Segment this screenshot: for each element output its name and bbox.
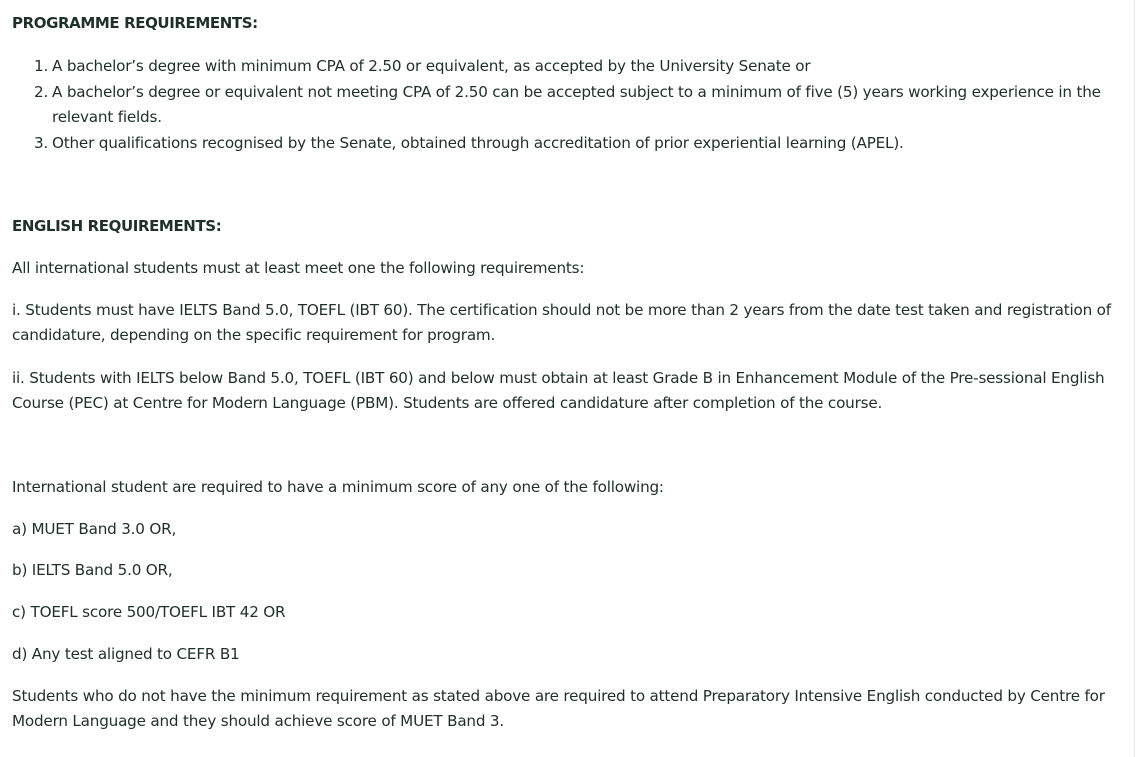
english-intro: All international students must at least meet one the following requirements: (12, 259, 585, 277)
closing-note: Students who do not have the minimum requirement as stated above are required to attend Preparatory Intensive English conducted by Centre for Modern Language and they should achieve score of MUET Band 3. (12, 687, 1105, 730)
score-option-d: d) Any test aligned to CEFR B1 (12, 645, 240, 663)
score-intro: International student are required to have a minimum score of any one of the following: (12, 478, 664, 496)
list-item-text: A bachelor’s degree or equivalent not meeting CPA of 2.50 can be accepted subject to a minimum of five (5) years working experience in the relevant fields. (52, 82, 1101, 126)
list-item-text: A bachelor’s degree with minimum CPA of 2.50 or equivalent, as accepted by the University Senate or (52, 57, 811, 75)
list-item-number: 2. (34, 82, 49, 101)
score-option-a: a) MUET Band 3.0 OR, (12, 520, 177, 538)
list-item-number: 3. (34, 133, 49, 152)
list-item (12, 54, 1102, 80)
score-option-b: b) IELTS Band 5.0 OR, (12, 561, 173, 579)
english-point-i: i. Students must have IELTS Band 5.0, TOEFL (IBT 60). The certification should not be more than 2 years from the date test taken and registration of candidature, depending on the specific requirement for program. (12, 301, 1111, 344)
list-item-number: 1. (34, 57, 49, 75)
english-requirements-heading: ENGLISH REQUIREMENTS: (12, 217, 222, 235)
list-item (12, 80, 1102, 131)
list-item (12, 131, 1102, 157)
score-option-c: c) TOEFL score 500/TOEFL IBT 42 OR (12, 603, 286, 621)
programme-requirements-heading: PROGRAMME REQUIREMENTS: (12, 14, 258, 32)
programme-requirements-list (12, 54, 1102, 156)
list-item-text: Other qualifications recognised by the Senate, obtained through accreditation of prior experiential learning (APEL). (52, 133, 904, 152)
english-point-ii: ii. Students with IELTS below Band 5.0, TOEFL (IBT 60) and below must obtain at least Grade B in Enhancement Module of the Pre-sessional English Course (PEC) at Centre for Modern Language (PBM). Students are offered candidature after completion of the course. (12, 369, 1105, 412)
